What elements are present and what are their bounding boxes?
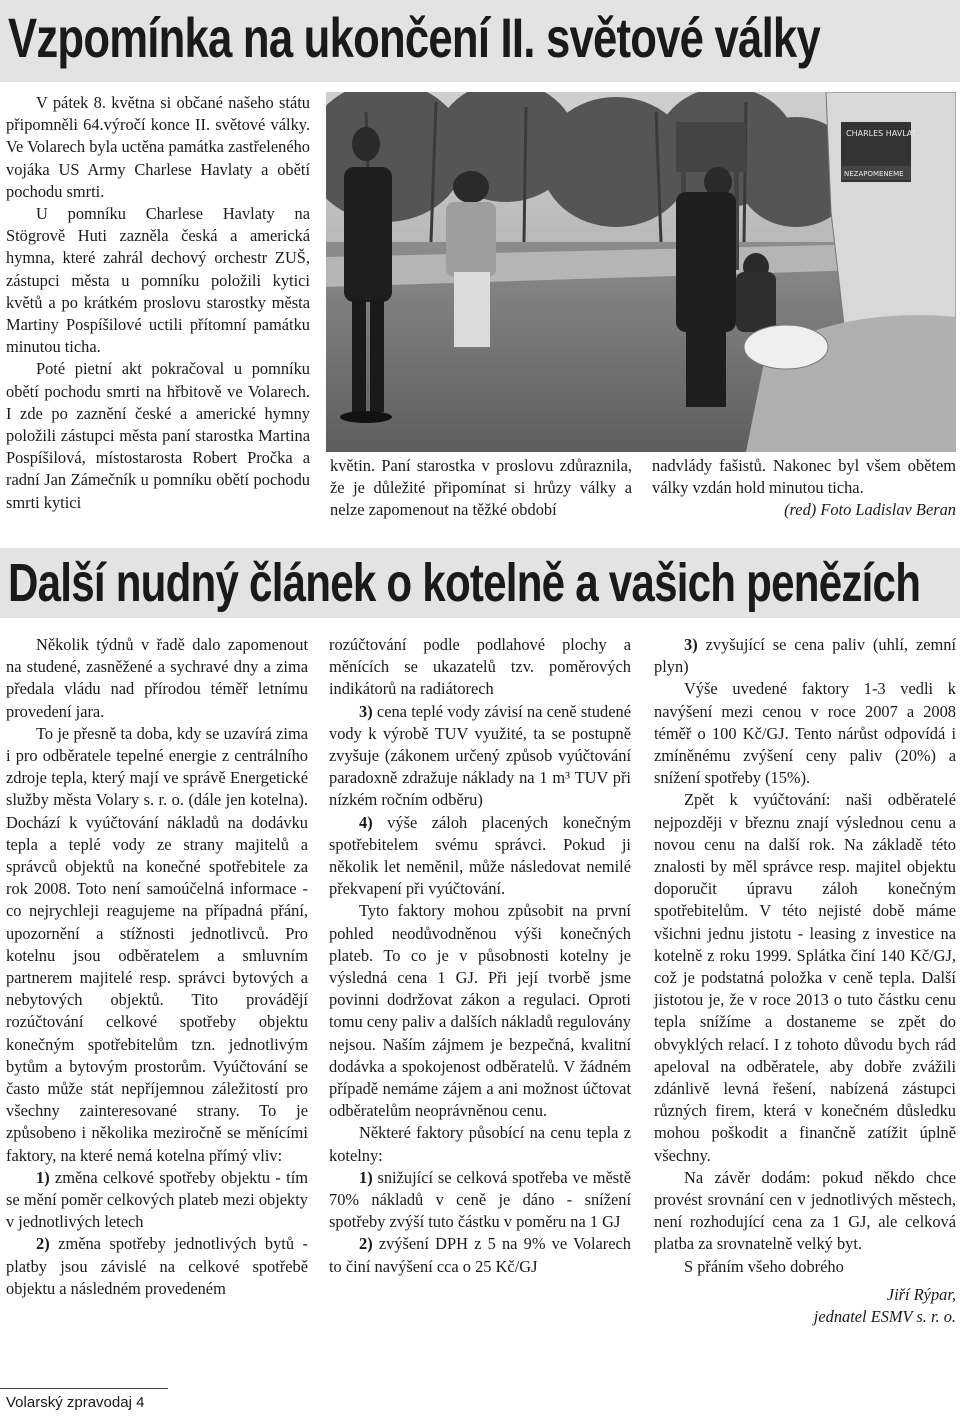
tree-line xyxy=(326,92,856,227)
paragraph-text: Výše uvedené faktory 1-3 vedli k navýšení mezi cenou v roce 2007 a 2008 téměř o 100 Kč/GJ. Tento nárůst odpovídá i zmíněnému zvýšení ceny paliv (20%) a snížení spotřeby (15%). xyxy=(654,679,956,788)
paragraph-text: Několik týdnů v řadě dalo zapomenout na studené, zasněžené a sychravé dny a zima předala vládu nad přírodou téměř letnímu provedení jara. xyxy=(6,635,308,721)
signature-role: jednatel ESMV s. r. o. xyxy=(813,1307,956,1327)
article-2-paragraph xyxy=(329,1167,631,1234)
wreath xyxy=(744,325,828,369)
list-number: 3) xyxy=(359,701,373,721)
list-number: 4) xyxy=(359,812,373,832)
article-2-column-2 xyxy=(329,634,631,1278)
article-2-headline: Další nudný článek o kotelně a vašich penězích xyxy=(8,553,921,613)
article-2-paragraph xyxy=(329,1122,631,1166)
list-number: 2) xyxy=(359,1234,373,1254)
article-2-paragraph xyxy=(6,634,308,723)
signature-name: Jiří Rýpar, xyxy=(886,1285,956,1304)
footer-divider xyxy=(0,1388,168,1389)
paragraph-text: snižující se celková spotřeba ve městě 70% nákladů v ceně je dáno - snížení spotřeby zvýší tuto částku v poměru na 1 GJ xyxy=(329,1167,631,1232)
article-1-paragraph: Poté pietní akt pokračoval u pomníku obětí pochodu smrti na hřbitově ve Volarech. I zde po zaznění české a americké hymny položili zástupci města paní starostka Martina Pospíšilová, místostarosta Robert Pročka a radní Jan Zámečník u pomníku obětí pochodu smrti kytici xyxy=(6,359,310,512)
plaque-footer-text: NEZAPOMENEME xyxy=(844,170,904,178)
info-board xyxy=(676,122,746,172)
paragraph-text: cena teplé vody závisí na ceně studené vody k výrobě TUV využité, ta se postupně zvyšuje (zákonem určený způsob vyúčtování paradoxně zdražuje náklady na 1 m³ TUV při nízkém ročním odběru) xyxy=(329,701,631,810)
paragraph-text: zvyšující se cena paliv (uhlí, zemní plyn) xyxy=(654,635,956,677)
article-2-column-3 xyxy=(654,634,956,1278)
paragraph-text: Na závěr dodám: pokud někdo chce provést srovnání cen v jednotlivých městech, není rozhodující cena za 1 GJ, ale celková platba za srovnatelně velký byt. xyxy=(654,1167,956,1254)
article-2-paragraph xyxy=(329,701,631,812)
article-1-column-1 xyxy=(6,92,310,514)
signature-block xyxy=(654,1284,956,1328)
article-2-paragraph xyxy=(654,1256,956,1278)
photo-credit: (red) Foto Ladislav Beran xyxy=(784,500,956,520)
article-2-paragraph xyxy=(329,634,631,701)
article-2-paragraph xyxy=(654,678,956,789)
list-number: 3) xyxy=(684,635,698,654)
paragraph-text: To je přesně ta doba, kdy se uzavírá zima i pro odběratele tepelné energie z centrálního zdroje tepla, který mají ve správě Energetické služby města Volary s. r. o. (dále jen kotelna). Dochází k vyúčtování nákladů na dodávku tepla a teplé vody ze strany majitelů a správců objektů na konečné spotřebitele za rok 2008. Toto není samoúčelná informace - co nejrychleji reagujeme na případná přání, upozornění a stížnosti jednotlivců. Pro kotelnu jsou odběratelem a smluvním partnerem majitelé resp. správci bytových a nebytových objektů. Tito provádějí rozúčtování celkové spotřeby objektu konečným spotřebitelům tzn. jednotlivým bytům a bytovým prostorům. Vyúčtování se často může stát nepříjemnou záležitostí pro všechny zainteresované strany. To je způsobeno i několika meziročně se měnícími faktory, na které nemá kotelna přímý vliv: xyxy=(6,723,308,1165)
article-2-paragraph xyxy=(6,723,308,1167)
paragraph-text: zvýšení DPH z 5 na 9% ve Volarech to činí navýšení cca o 25 Kč/GJ xyxy=(329,1234,631,1276)
article-2-paragraph xyxy=(329,1233,631,1277)
paragraph-text: Tyto faktory mohou způsobit na první pohled neodůvodněnou výši konečných plateb. To co je v působnosti kotelny je výsledná cena 1 GJ. Při její tvorbě jsme povinni dodržovat zákon a regulaci. Oproti tomu ceny paliv a dalších nákladů regulovány nejsou. Naším zájmem je bezpečná, kvalitní dodávka a spokojenost odběratelů. V žádném případě nemáme zájem a ani možnost účtovat odběratelům neoprávněnou cenu. xyxy=(329,901,631,1121)
article-1-paragraph: V pátek 8. května si občané našeho státu připomněli 64.výročí konce II. světové války. Ve Volarech byla uctěna památka zastřeleného vojáka US Army Charlese Havlaty a obětí pochodu smrti. xyxy=(6,93,310,201)
article-2-paragraph xyxy=(654,1167,956,1256)
article-2-paragraph xyxy=(654,634,956,678)
article-1-headline: Vzpomínka na ukončení II. světové války xyxy=(8,6,820,69)
list-number: 2) xyxy=(36,1234,50,1254)
article-1-closing: nadvlády fašistů. Nakonec byl všem obětem války vzdán hold minutou ticha. xyxy=(652,456,956,498)
page-footer: Volarský zpravodaj 4 xyxy=(6,1394,145,1411)
plaque-title: CHARLES HAVLAT, xyxy=(846,129,920,138)
article-1-paragraph: U pomníku Charlese Havlaty na Stögrově Huti zazněla česká a americká hymna, které zahrál dechový orchestr ZUŠ, zástupci města u pomníku položili kytici květů a po krátkém proslovu starostky města Martiny Pospíšilové uctili přítomní památku minutou ticha. xyxy=(6,204,310,357)
article-1-continued: květin. Paní starostka v proslovu zdůraznila, že je důležité připomínat si hrůzy války a nelze zapomenout na těžké období xyxy=(330,456,632,520)
paragraph-text: Některé faktory působící na cenu tepla z kotelny: xyxy=(329,1123,631,1165)
article-2-column-1 xyxy=(6,634,308,1300)
list-number: 1) xyxy=(359,1167,373,1187)
article-2-paragraph xyxy=(6,1233,308,1300)
headline-bar-2 xyxy=(0,548,960,618)
article-2-paragraph xyxy=(329,812,631,901)
headline-bar-1 xyxy=(0,0,960,82)
paragraph-text: rozúčtování podle podlahové plochy a měnících se ukazatelů tzv. poměrových indikátorů na radiátorech xyxy=(329,635,631,699)
article-2-paragraph xyxy=(329,900,631,1122)
list-number: 1) xyxy=(36,1167,50,1187)
article-1-column-2 xyxy=(330,455,632,522)
paragraph-text: změna spotřeby jednotlivých bytů - platby jsou závislé na celkové spotřebě objektu a následném provedeném xyxy=(6,1234,308,1298)
article-1-column-3 xyxy=(652,455,956,522)
paragraph-text: S přáním všeho dobrého xyxy=(684,1256,844,1276)
paragraph-text: výše záloh placených konečným spotřebitelem svému správci. Pokud ji několik let neměnil, může následovat nemilé překvapení při vyúčtování. xyxy=(329,812,631,899)
memorial-photo-illustration xyxy=(326,92,956,452)
paragraph-text: Zpět k vyúčtování: naši odběratelé nejpozději v březnu znají výslednou cenu a novou cenu na další rok. Na základě této znalosti by měl správce resp. majitel objektu doporučit úpravu záloh konečným spotřebitelům. V této nejisté době máme všichni jednu jistotu - leasing z investice na kotelně z roku 1999. Splátka činí 140 Kč/GJ, což je podstatná položka v ceně tepla. Další jistotou je, že v roce 2013 o tuto částku cenu tepla snížíme a dostaneme se zpět do obvyklých relací. I z tohoto důvodu bych rád apeloval na odběratele, aby dobře zvážili zdánlivě levná řešení, nabízená zástupci různých firem, která v konečném důsledku mohou poškodit a finančně zatížit úplně všechny. xyxy=(654,790,956,1165)
article-2-paragraph xyxy=(6,1167,308,1234)
paragraph-text: změna celkové spotřeby objektu - tím se mění poměr celkových plateb mezi objekty v jednotlivých letech xyxy=(6,1167,308,1232)
article-2-paragraph xyxy=(654,789,956,1166)
memorial-photo xyxy=(326,92,956,452)
